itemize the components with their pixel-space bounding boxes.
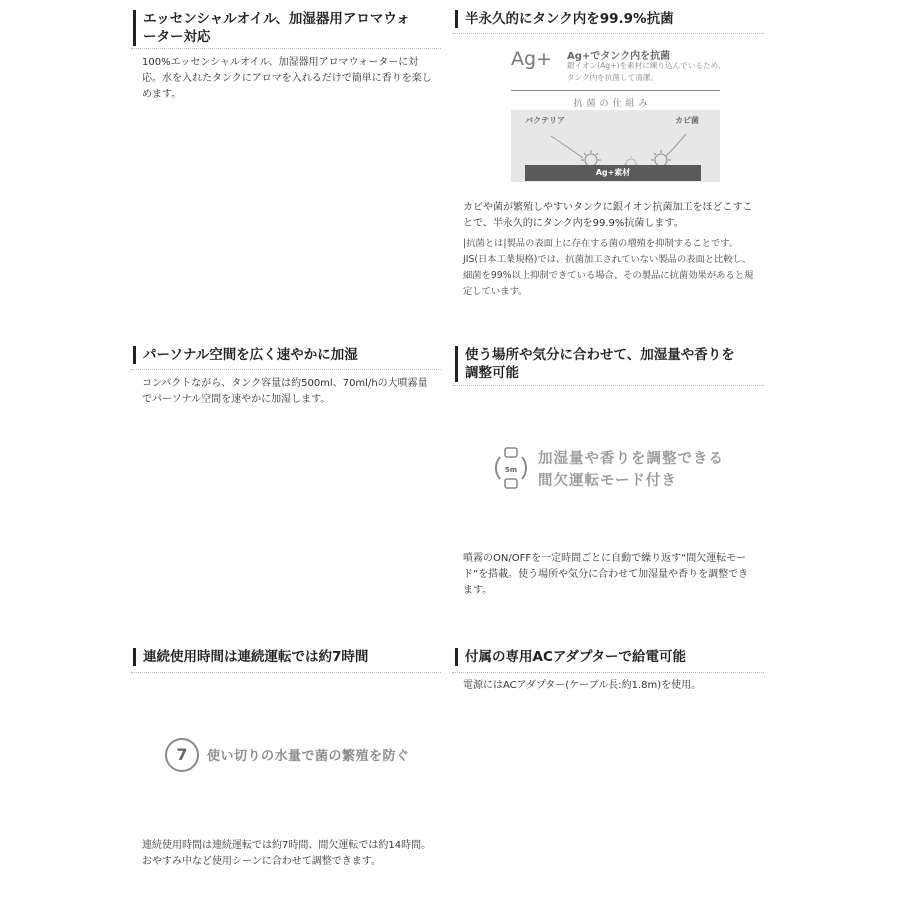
ag-title: Ag+でタンク内を抗菌 [567, 51, 671, 62]
adapter-text: 電源にはACアダプター(ケーブル長:約1.8m)を使用。 [463, 680, 702, 691]
mechanism-title: 抗菌の仕組み [573, 99, 652, 109]
divider [131, 48, 441, 49]
essential-oil-text: 100%エッセンシャルオイル、加湿器用アロマウォーターに対応。水を入れたタンクにアロマを入れるだけで簡単に香りを楽しめます。 [142, 57, 432, 100]
heading-adjust-line1: 使う場所や気分に合わせて、加湿量や香りを [465, 347, 735, 363]
ag-symbol: Ag+ [511, 48, 552, 70]
divider [452, 672, 764, 673]
heading-essential-oil-line1: エッセンシャルオイル、加湿器用アロマウォ [143, 11, 410, 27]
intermittent-mode-callout [490, 445, 750, 495]
seven-hour-callout [165, 738, 425, 774]
mode-line1: 加湿量や香りを調整できる [538, 451, 724, 467]
divider [452, 385, 764, 386]
divider [131, 672, 441, 673]
timer-mode-icon [490, 445, 532, 491]
personal-space-text: コンパクトながら、タンク容量は約500ml、70ml/hの大噴霧量でパーソナル空間を速やかに加湿します。 [142, 378, 428, 405]
seven-callout-text: 使い切りの水量で菌の繁殖を防ぐ [207, 749, 410, 764]
antibacterial-text: カビや菌が繁殖しやすいタンクに銀イオン抗菌加工をほどこすことで、半永久的にタンク内を99.9%抗菌します。 [463, 202, 753, 229]
diagram-rule [511, 90, 720, 91]
timer-mode-label: 5m [504, 466, 518, 474]
heading-adjust-line2: 調整可能 [465, 365, 519, 381]
divider [452, 33, 764, 34]
antibacterial-note: |抗菌とは|製品の表面上に存在する菌の増殖を抑制することです。JIS(日本工業規格)では、抗菌加工されていない製品の表面と比較し、細菌を99%以上抑制できている場合、その製品に抗菌効果があると規定しています。 [463, 238, 754, 297]
continuous-text: 連続使用時間は連続運転では約7時間、間欠運転では約14時間。おやすみ中など使用シーンに合わせて調整できます。 [142, 840, 432, 867]
heading-essential-oil-line2: ーター対応 [143, 29, 211, 45]
antibacterial-diagram [505, 40, 726, 190]
mode-line2: 間欠運転モード付き [538, 473, 677, 489]
heading-continuous: 連続使用時間は連続運転では約7時間 [133, 648, 443, 666]
heading-adjust [455, 346, 770, 382]
heading-adapter: 付属の専用ACアダプターで給電可能 [455, 648, 765, 666]
adjust-text: 噴霧のON/OFFを一定時間ごとに自動で繰り返す“間欠運転モード”を搭載。使う場所や気分に合わせて加湿量や香りを調整できます。 [463, 553, 749, 596]
divider [131, 369, 441, 370]
ag-base-material: Ag+素材 [525, 165, 701, 181]
heading-antibacterial: 半永久的にタンク内を99.9%抗菌 [455, 10, 765, 28]
heading-essential-oil [133, 10, 443, 46]
mold-label: カビ菌 [675, 116, 699, 125]
seven-number-icon: 7 [165, 738, 199, 772]
heading-personal-space: パーソナル空間を広く速やかに加湿 [133, 346, 443, 364]
bacteria-label: バクテリア [525, 116, 565, 125]
ag-description: 銀イオン(Ag+)を素材に練り込んでいるため、タンク内を抗菌して清潔。 [567, 61, 726, 82]
